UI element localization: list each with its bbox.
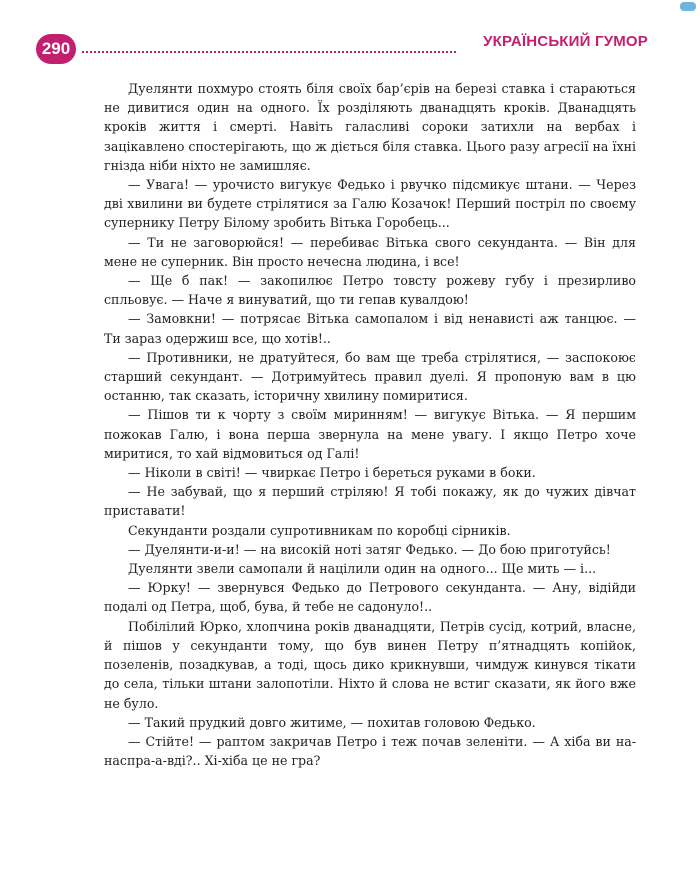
corner-logo-icon [680,2,696,11]
paragraph: — Ти не заговорюйся! — перебиває Вітька свого секунданта. — Він для мене не суперник. Він просто нечесна людина, і все! [104,234,636,269]
paragraph: — Пішов ти к чорту з своїм миринням! — вигукує Вітька. — Я першим пожокав Галю, і вона перша звернула на мене увагу. І якщо Петро хоче миритися, то хай відмовиться од Галі! [104,407,636,461]
paragraph: — Ніколи в світі! — чвиркає Петро і береться руками в боки. [128,465,536,481]
paragraph: Секунданти роздали супротивникам по коробці сірників. [128,522,511,538]
paragraph: — Противники, не дратуйтеся, бо вам ще треба стрілятися, — заспокоює старший секундант. — Дотримуйтесь правил дуелі. Я пропоную вам в цю останню, так сказать, історичну хвилину помиритися. [104,349,636,404]
paragraph: Дуелянти похмуро стоять біля своїх бар’єрів на березі ставка і стараються не дивитися один на одного. Їх розділяють дванадцять кроків. Дванадцять кроків життя і смерті. Навіть галасливі сороки затихли на вербах і зацікавлено спостерігають, що ж діється біля ставка. Цього разу агресії на їхні гнізда ніби ніхто не замишляє. [104,81,636,173]
paragraph: — Стійте! — раптом закричав Петро і теж почав зеленіти. — А хіба ви на-наспра-а-вді?.. Хі-хіба це не гра? [104,733,636,769]
page-header [36,28,648,68]
story-text [104,79,636,770]
header-dotted-rule [82,51,456,53]
running-title: УКРАЇНСЬКИЙ ГУМОР [483,33,648,50]
paragraph: — Юрку! — звернувся Федько до Петрового секунданта. — Ану, відійди подалі од Петра, щоб, бува, й тебе не садонуло!.. [104,580,636,615]
paragraph: — Не забувай, що я перший стріляю! Я тобі покажу, як до чужих дівчат приставати! [104,484,636,519]
paragraph: Побілілий Юрко, хлопчина років дванадцяти, Петрів сусід, котрий, власне, й пішов у секунданти тому, що був винен Петру п’ятнадцять копійок, позеленів, позадкував, а тоді, щось дико крикнувши, чимдуж кинувся тікати до села, тільки штани залопотіли. Ніхто й слова не встиг сказати, як його вже не було. [104,618,636,711]
paragraph: Дуелянти звели самопали й націлили один на одного... Ще мить — і... [128,561,597,577]
paragraph: — Увага! — урочисто вигукує Федько і рвучко підсмикує штани. — Через дві хвилини ви будете стрілятися за Галю Козачок! Перший постріл по своєму супернику Петру Білому зробить Вітька Горобець... [104,177,636,231]
paragraph: — Ще б пак! — закопилює Петро товсту рожеву губу і презирливо спльовує. — Наче я винуватий, що ти гепав кувалдою! [104,273,636,308]
paragraph: — Замовкни! — потрясає Вітька самопалом і від ненависті аж танцює. — Ти зараз одержиш все, що хотів!.. [104,311,636,346]
page-number-badge: 290 [36,34,76,64]
paragraph: — Дуелянти-и-и! — на високій ноті затяг Федько. — До бою приготуйсь! [128,541,611,557]
paragraph: — Такий прудкий довго житиме, — похитав головою Федько. [128,714,536,730]
